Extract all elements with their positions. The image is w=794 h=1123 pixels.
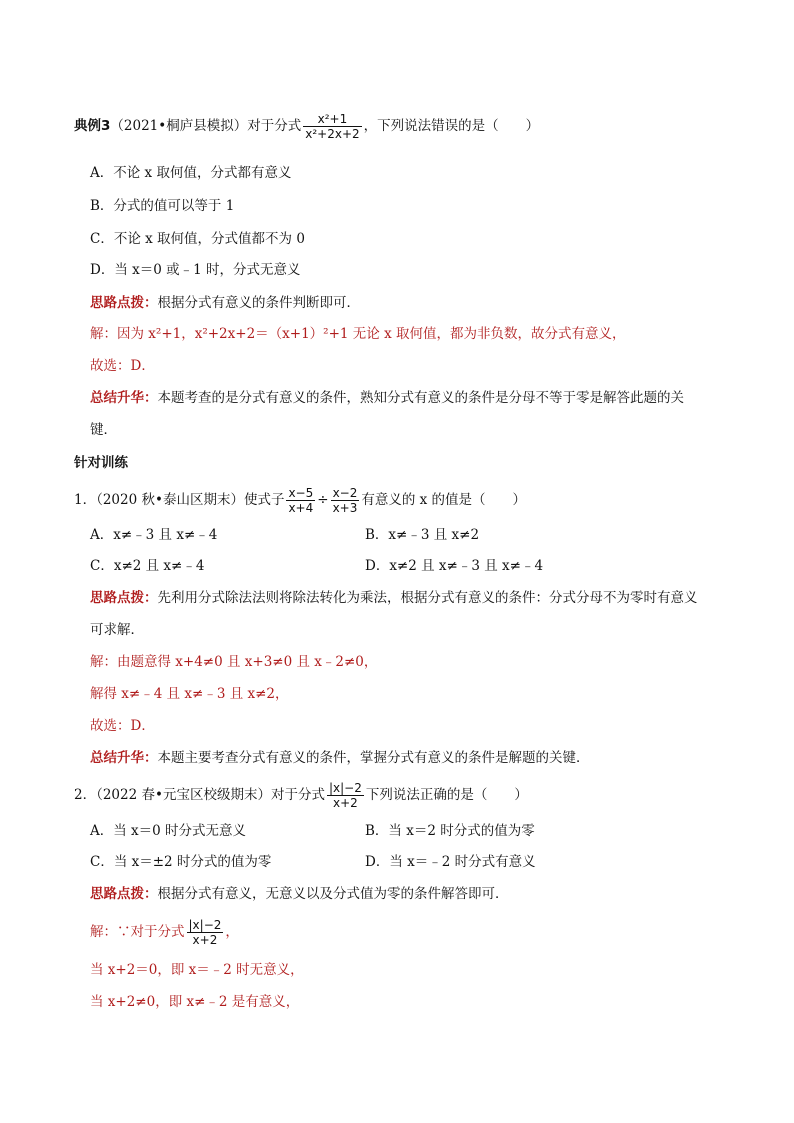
- hint: 思路点拨：根据分式有意义的条件判断即可．: [90, 295, 360, 311]
- solution-line: 解得 x≠﹣4 且 x≠﹣3 且 x≠2，: [90, 686, 289, 702]
- example3-question: 典例3（2021•桐庐县模拟）对于分式 $\frac{\text{x²+1}}{\text{x²+2x+2}}$ ，下列说法错误的是（ ）: [74, 112, 540, 141]
- option-b: B．当 x＝2 时分式的值为零: [365, 823, 535, 839]
- solution-line: 解：由题意得 x+4≠0 且 x+3≠0 且 x﹣2≠0，: [90, 654, 378, 670]
- option-b: B．分式的值可以等于 1: [90, 198, 235, 214]
- option-d: D．当 x＝﹣2 时分式有意义: [365, 854, 536, 870]
- option-d: D．x≠2 且 x≠﹣3 且 x≠﹣4: [365, 558, 544, 574]
- answer: 故选：D．: [90, 718, 155, 734]
- answer: 故选：D．: [90, 358, 155, 374]
- question-2: 2．（2022 春•元宝区校级期末）对于分式 $\frac{|x|-2}{x+2}$ 下列说法正确的是（ ）: [74, 781, 528, 810]
- option-c: C．当 x＝±2 时分式的值为零: [90, 854, 272, 870]
- solution-line: 当 x+2≠0，即 x≠﹣2 是有意义，: [90, 994, 300, 1010]
- summary-cont: 键．: [90, 422, 117, 438]
- hint: 思路点拨：根据分式有意义，无意义以及分式值为零的条件解答即可．: [90, 886, 509, 902]
- hint-cont: 可求解．: [90, 622, 144, 638]
- solution: 解：因为 x²+1，x²+2x+2＝（x+1）²+1 无论 x 取何值，都为非负数，故分式有意义，: [90, 326, 626, 342]
- fraction: $\frac{\text{x²+1}}{\text{x²+2x+2}}$: [305, 112, 360, 141]
- option-b: B．x≠﹣3 且 x≠2: [365, 527, 480, 543]
- question-1: 1．（2020 秋•泰山区期末）使式子 $\frac{x-5}{x+4}$ ÷ $\frac{x-2}{x+3}$ 有意义的 x 的值是（ ）: [74, 486, 527, 515]
- fraction: $\frac{|x|-2}{x+2}$: [328, 781, 362, 810]
- option-c: C．x≠2 且 x≠﹣4: [90, 558, 205, 574]
- fraction: $\frac{|x|-2}{x+2}$: [188, 918, 222, 947]
- fraction: $\frac{x-5}{x+4}$: [288, 486, 314, 515]
- summary: 总结升华：本题主要考查分式有意义的条件，掌握分式有意义的条件是解题的关键．: [90, 750, 590, 766]
- solution: 解：∵对于分式 $\frac{|x|-2}{x+2}$ ，: [90, 918, 239, 947]
- example3-label: 典例3: [74, 118, 111, 134]
- option-c: C．不论 x 取何值，分式值都不为 0: [90, 231, 305, 247]
- solution-line: 当 x+2＝0，即 x＝﹣2 时无意义，: [90, 962, 304, 978]
- option-a: A．x≠﹣3 且 x≠﹣4: [90, 527, 218, 543]
- fraction: $\frac{x-2}{x+3}$: [332, 486, 358, 515]
- option-d: D．当 x＝0 或﹣1 时，分式无意义: [90, 262, 301, 278]
- summary: 总结升华：本题考查的是分式有意义的条件，熟知分式有意义的条件是分母不等于零是解答此题的关: [90, 390, 684, 406]
- section-heading: 针对训练: [74, 455, 128, 471]
- option-a: A．当 x＝0 时分式无意义: [90, 823, 247, 839]
- option-a: A．不论 x 取何值，分式都有意义: [90, 165, 292, 181]
- hint: 思路点拨：先利用分式除法法则将除法转化为乘法，根据分式有意义的条件：分式分母不为零时有意义: [90, 590, 698, 606]
